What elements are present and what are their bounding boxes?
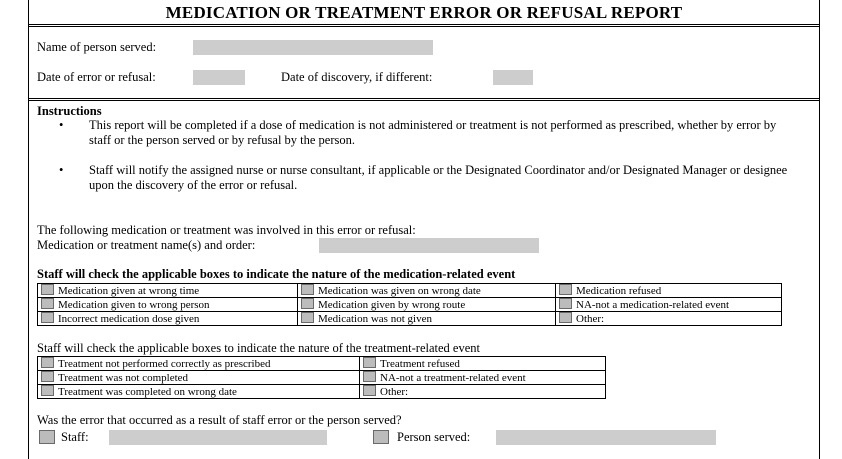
- trt-option-wrong-date[interactable]: Treatment was completed on wrong date: [38, 385, 360, 399]
- date-discovery-field[interactable]: [493, 70, 533, 85]
- treatment-checkbox-table: [37, 356, 606, 399]
- trt-option-not-completed[interactable]: Treatment was not completed: [38, 371, 360, 385]
- checkbox[interactable]: [301, 312, 314, 323]
- person-served-label: Person served:: [397, 430, 471, 444]
- trt-option-other[interactable]: Other:: [360, 385, 606, 399]
- trt-option-na[interactable]: NA-not a treatment-related event: [360, 371, 606, 385]
- section-divider: [29, 98, 819, 101]
- trt-option-not-performed[interactable]: Treatment not performed correctly as prescribed: [38, 357, 360, 371]
- checkbox[interactable]: [41, 284, 54, 295]
- table-row: [38, 284, 782, 298]
- staff-field[interactable]: [109, 430, 327, 445]
- checkbox[interactable]: [363, 371, 376, 382]
- checkbox[interactable]: [41, 385, 54, 396]
- checkbox[interactable]: [301, 298, 314, 309]
- date-error-field[interactable]: [193, 70, 245, 85]
- trt-option-refused[interactable]: Treatment refused: [360, 357, 606, 371]
- checkbox[interactable]: [41, 371, 54, 382]
- checkbox[interactable]: [41, 312, 54, 323]
- report-form: [28, 0, 820, 459]
- med-option-na[interactable]: NA-not a medication-related event: [556, 298, 782, 312]
- table-row: [38, 298, 782, 312]
- name-label: Name of person served:: [37, 40, 157, 54]
- checkbox[interactable]: [559, 312, 572, 323]
- checkbox[interactable]: [363, 357, 376, 368]
- checkbox[interactable]: [301, 284, 314, 295]
- staff-label: Staff:: [61, 430, 89, 444]
- bullet-icon: •: [59, 163, 64, 177]
- checkbox[interactable]: [41, 357, 54, 368]
- checkbox[interactable]: [559, 298, 572, 309]
- table-row: [38, 371, 606, 385]
- med-option-wrong-route[interactable]: Medication given by wrong route: [298, 298, 556, 312]
- med-option-wrong-time[interactable]: Medication given at wrong time: [38, 284, 298, 298]
- treatment-section-heading: Staff will check the applicable boxes to indicate the nature of the treatment-related event: [37, 341, 480, 355]
- involved-line-2: Medication or treatment name(s) and order:: [37, 238, 256, 252]
- checkbox[interactable]: [363, 385, 376, 396]
- table-row: [38, 357, 606, 371]
- instruction-bullet-1: This report will be completed if a dose of medication is not administered or treatment is not performed as prescribed, whether by error by staff or the person served or by refusal by the person.: [89, 118, 777, 147]
- medication-section-heading: Staff will check the applicable boxes to indicate the nature of the medication-related event: [37, 267, 516, 281]
- instructions-heading: Instructions: [37, 104, 102, 118]
- table-row: [38, 385, 606, 399]
- medication-checkbox-table: [37, 283, 782, 326]
- med-option-wrong-date[interactable]: Medication was given on wrong date: [298, 284, 556, 298]
- person-served-field[interactable]: [496, 430, 716, 445]
- med-option-refused[interactable]: Medication refused: [556, 284, 782, 298]
- medication-name-field[interactable]: [319, 238, 539, 253]
- med-option-incorrect-dose[interactable]: Incorrect medication dose given: [38, 312, 298, 326]
- cause-question: Was the error that occurred as a result of staff error or the person served?: [37, 413, 402, 427]
- checkbox[interactable]: [41, 298, 54, 309]
- checkbox[interactable]: [559, 284, 572, 295]
- person-served-checkbox[interactable]: [373, 430, 389, 444]
- name-field[interactable]: [193, 40, 433, 55]
- med-option-wrong-person[interactable]: Medication given to wrong person: [38, 298, 298, 312]
- report-title: MEDICATION OR TREATMENT ERROR OR REFUSAL REPORT: [165, 3, 683, 22]
- med-option-other[interactable]: Other:: [556, 312, 782, 326]
- instruction-bullet-2: Staff will notify the assigned nurse or nurse consultant, if applicable or the Designated Coordinator and/or Designated Manager or designee upon the discovery of the error or refusal.: [89, 163, 788, 192]
- date-error-label: Date of error or refusal:: [37, 70, 156, 84]
- med-option-not-given[interactable]: Medication was not given: [298, 312, 556, 326]
- staff-checkbox[interactable]: [39, 430, 55, 444]
- involved-line-1: The following medication or treatment was involved in this error or refusal:: [37, 223, 416, 237]
- date-discovery-label: Date of discovery, if different:: [281, 70, 433, 84]
- bullet-icon: •: [59, 118, 64, 132]
- title-divider: [29, 24, 819, 27]
- table-row: [38, 312, 782, 326]
